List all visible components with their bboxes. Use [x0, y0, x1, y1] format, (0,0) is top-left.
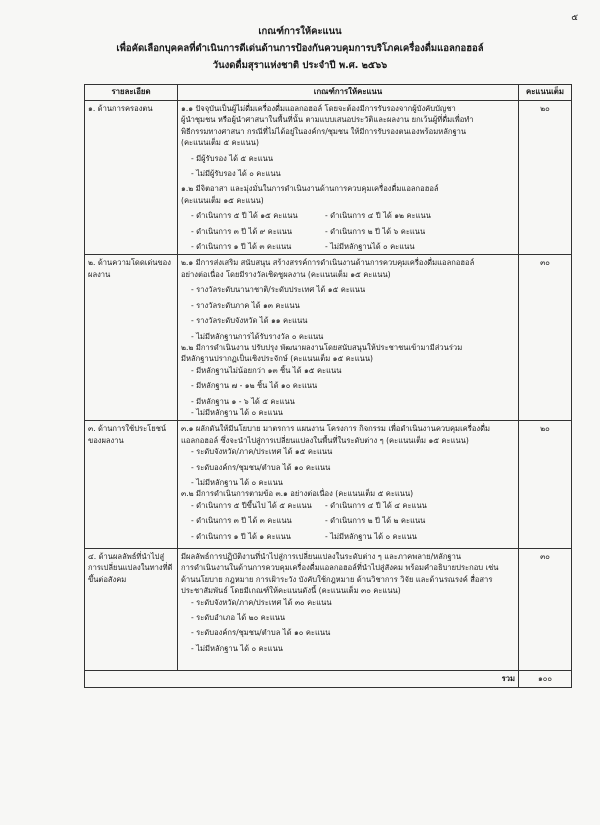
criteria-line: ประชาสัมพันธ์ โดยมีเกณฑ์ให้คะแนนดังนี้ (คะแนนเต็ม ๓๐ คะแนน): [181, 586, 401, 596]
score-item: - ระดับจังหวัด/ภาค/ประเทศ ได้ ๓๐ คะแนน: [191, 597, 332, 607]
score-item: - รางวัลระดับภาค ได้ ๑๓ คะแนน: [191, 300, 300, 310]
row-criteria: [178, 549, 519, 671]
criteria-line: (คะแนนเต็ม ๑๕ คะแนน): [181, 195, 264, 205]
criteria-line: มีผลลัพธ์การปฏิบัติงานที่นำไปสู่การเปลี่ยนแปลงในระดับต่าง ๆ และภาคพลาย/หลักฐาน: [181, 552, 462, 561]
heading-occasion: วันงดดื่มสุราแห่งชาติ ประจำปี พ.ศ. ๒๕๖๖: [212, 60, 388, 71]
table-row: [85, 549, 572, 671]
score-item: - ไม่มีหลักฐานการได้รับรางวัล ๐ คะแนน: [191, 331, 324, 341]
criteria-line: ๑.๑ ปัจจุบันเป็นผู้ไม่ดื่มเครื่องดื่มแอลกอฮอล์ โดยจะต้องมีการรับรองจากผู้บังคับบัญชา: [181, 104, 456, 113]
criteria-line: ๒.๑ มีการส่งเสริม สนับสนุน สร้างสรรค์การดำเนินงานด้านการควบคุมเครื่องดื่มแอลกอฮอล์: [181, 258, 475, 268]
row-score: ๓๐: [519, 255, 572, 421]
table-row: [85, 101, 572, 255]
row-criteria: [178, 255, 519, 421]
score-item: - ระดับจังหวัด/ภาค/ประเทศ ได้ ๑๕ คะแนน: [191, 447, 333, 457]
criteria-table: [84, 84, 572, 688]
total-label: รวม: [85, 671, 519, 687]
score-pair: [181, 500, 515, 511]
score-item: - ดำเนินการ ๕ ปี ได้ ๑๕ คะแนน: [191, 211, 298, 221]
score-item: - มีหลักฐาน ๗ - ๑๒ ชิ้น ได้ ๑๐ คะแนน: [191, 381, 318, 391]
score-item: - ไม่มีหลักฐาน ได้ ๐ คะแนน: [191, 407, 283, 417]
row-title: ๑. ด้านการครองตน: [85, 101, 178, 255]
score-pair: [181, 531, 515, 542]
score-item: - ไม่มีหลักฐาน ได้ ๐ คะแนน: [191, 643, 283, 653]
row-title: ๓. ด้านการใช้ประโยชน์ของผลงาน: [85, 421, 178, 549]
score-item: - มีหลักฐานไม่น้อยกว่า ๑๓ ชิ้น ได้ ๑๕ คะแนน: [191, 365, 342, 375]
score-item: - ดำเนินการ ๓ ปี ได้ ๙ คะแนน: [191, 226, 293, 236]
criteria-line: พิธีกรรมทางศาสนา กรณีที่ไม่ได้อยู่ในองค์กร/ชุมชน ให้มีการรับรองตนเองพร้อมหลักฐาน: [181, 126, 467, 136]
score-pair: [181, 241, 515, 252]
row-score: ๓๐: [519, 549, 572, 671]
table-row: [85, 255, 572, 421]
criteria-line: อย่างต่อเนื่อง โดยมีรางวัลเชิดชูผลงาน (คะแนนเต็ม ๑๕ คะแนน): [181, 269, 391, 279]
criteria-line: (คะแนนเต็ม ๕ คะแนน): [181, 138, 259, 148]
row-title: ๔. ด้านผลลัพธ์ที่นำไปสู่การเปลี่ยนแปลงในทางที่ดีขึ้นต่อสังคม: [85, 549, 178, 671]
score-item: - มีหลักฐาน ๑ - ๖ ได้ ๕ คะแนน: [191, 396, 295, 406]
score-item: - ดำเนินการ ๔ ปี ได้ ๔ คะแนน: [325, 500, 427, 510]
page-number: ๕: [571, 13, 578, 23]
criteria-line: ๒.๒ มีการดำเนินงาน ปรับปรุง พัฒนาผลงานโดยสนับสนุนให้ประชาชนเข้ามามีส่วนร่วม: [181, 342, 463, 352]
score-pair: [181, 226, 515, 237]
total-score: ๑๐๐: [519, 671, 572, 687]
score-item: - ระดับองค์กร/ชุมชน/ตำบล ได้ ๑๐ คะแนน: [191, 462, 331, 472]
row-criteria: [178, 101, 519, 255]
score-item: - มีผู้รับรอง ได้ ๕ คะแนน: [191, 153, 274, 163]
score-item: - ดำเนินการ ๒ ปี ได้ ๒ คะแนน: [325, 516, 426, 526]
row-criteria: [178, 421, 519, 549]
score-item: - ระดับอำเภอ ได้ ๒๐ คะแนน: [191, 613, 286, 623]
score-item: - ไม่มีหลักฐาน ได้ ๐ คะแนน: [325, 531, 417, 541]
criteria-line: ๓.๒ มีการดำเนินการตามข้อ ๓.๑ อย่างต่อเนื่อง (คะแนนเต็ม ๕ คะแนน): [181, 489, 414, 499]
score-pair: [181, 210, 515, 221]
heading-title: เกณฑ์การให้คะแนน: [258, 26, 342, 37]
criteria-line: ด้านนโยบาย กฎหมาย การเฝ้าระวัง บังคับใช้กฎหมาย ด้านวิชาการ วิจัย และด้านรณรงค์ สื่อสาร: [181, 574, 493, 584]
score-item: - ดำเนินการ ๓ ปี ได้ ๓ คะแนน: [191, 516, 292, 526]
header-criteria: เกณฑ์การให้คะแนน: [178, 85, 519, 101]
score-item: - รางวัลระดับนานาชาติ/ระดับประเทศ ได้ ๑๕ คะแนน: [191, 285, 366, 295]
score-item: - ดำเนินการ ๔ ปี ได้ ๑๒ คะแนน: [325, 211, 431, 221]
criteria-line: มีหลักฐานปรากฏเป็นเชิงประจักษ์ (คะแนนเต็ม ๑๕ คะแนน): [181, 354, 373, 364]
score-item: - ระดับองค์กร/ชุมชน/ตำบล ได้ ๑๐ คะแนน: [191, 628, 331, 638]
header-detail: รายละเอียด: [85, 85, 178, 101]
score-pair: [181, 515, 515, 526]
table-header-row: [85, 85, 572, 101]
score-item: - ดำเนินการ ๕ ปีขึ้นไป ได้ ๕ คะแนน: [191, 500, 312, 510]
criteria-line: ๓.๑ ผลักดันให้มีนโยบาย มาตรการ แผนงาน โครงการ กิจกรรม เพื่อดำเนินงานควบคุมเครื่องดื่ม: [181, 424, 491, 434]
table-row: [85, 421, 572, 549]
score-item: - ไม่มีผู้รับรอง ได้ ๐ คะแนน: [191, 169, 281, 179]
criteria-line: การดำเนินงานในด้านการควบคุมเครื่องดื่มแอลกอฮอล์ที่นำไปสู่สังคม พร้อมคำอธิบายประกอบ เช่น: [181, 563, 499, 573]
row-score: ๒๐: [519, 421, 572, 549]
criteria-line: ผู้นำชุมชน หรือผู้นำศาสนาในพื้นที่นั้น ตามแบบเสนอประวัติและผลงาน ยกเว้นผู้ที่ดื่มเพื่อทำ: [181, 115, 474, 125]
row-title: ๒. ด้านความโดดเด่นของผลงาน: [85, 255, 178, 421]
total-row: [85, 671, 572, 687]
header-full-score: คะแนนเต็ม: [519, 85, 572, 101]
score-item: - ดำเนินการ ๑ ปี ได้ ๑ คะแนน: [191, 531, 291, 541]
score-item: - ดำเนินการ ๑ ปี ได้ ๓ คะแนน: [191, 242, 292, 252]
score-item: - ไม่มีหลักฐานได้ ๐ คะแนน: [325, 242, 415, 252]
score-item: - ดำเนินการ ๒ ปี ได้ ๖ คะแนน: [325, 226, 426, 236]
score-item: - ไม่มีหลักฐาน ได้ ๐ คะแนน: [191, 477, 283, 487]
score-item: - รางวัลระดับจังหวัด ได้ ๑๑ คะแนน: [191, 316, 308, 326]
criteria-line: แอลกอฮอล์ ซึ่งจะนำไปสู่การเปลี่ยนแปลงในพื้นที่ในระดับต่าง ๆ (คะแนนเต็ม ๑๕ คะแนน): [181, 435, 469, 445]
row-score: ๒๐: [519, 101, 572, 255]
heading-purpose: เพื่อคัดเลือกบุคคลที่ดำเนินการดีเด่นด้านการป้องกันควบคุมการบริโภคเครื่องดื่มแอลกอฮอล์: [116, 43, 484, 54]
criteria-line: ๑.๒ มีจิตอาสา และมุ่งมั่นในการดำเนินงานด้านการควบคุมเครื่องดื่มแอลกอฮอล์: [181, 184, 439, 194]
